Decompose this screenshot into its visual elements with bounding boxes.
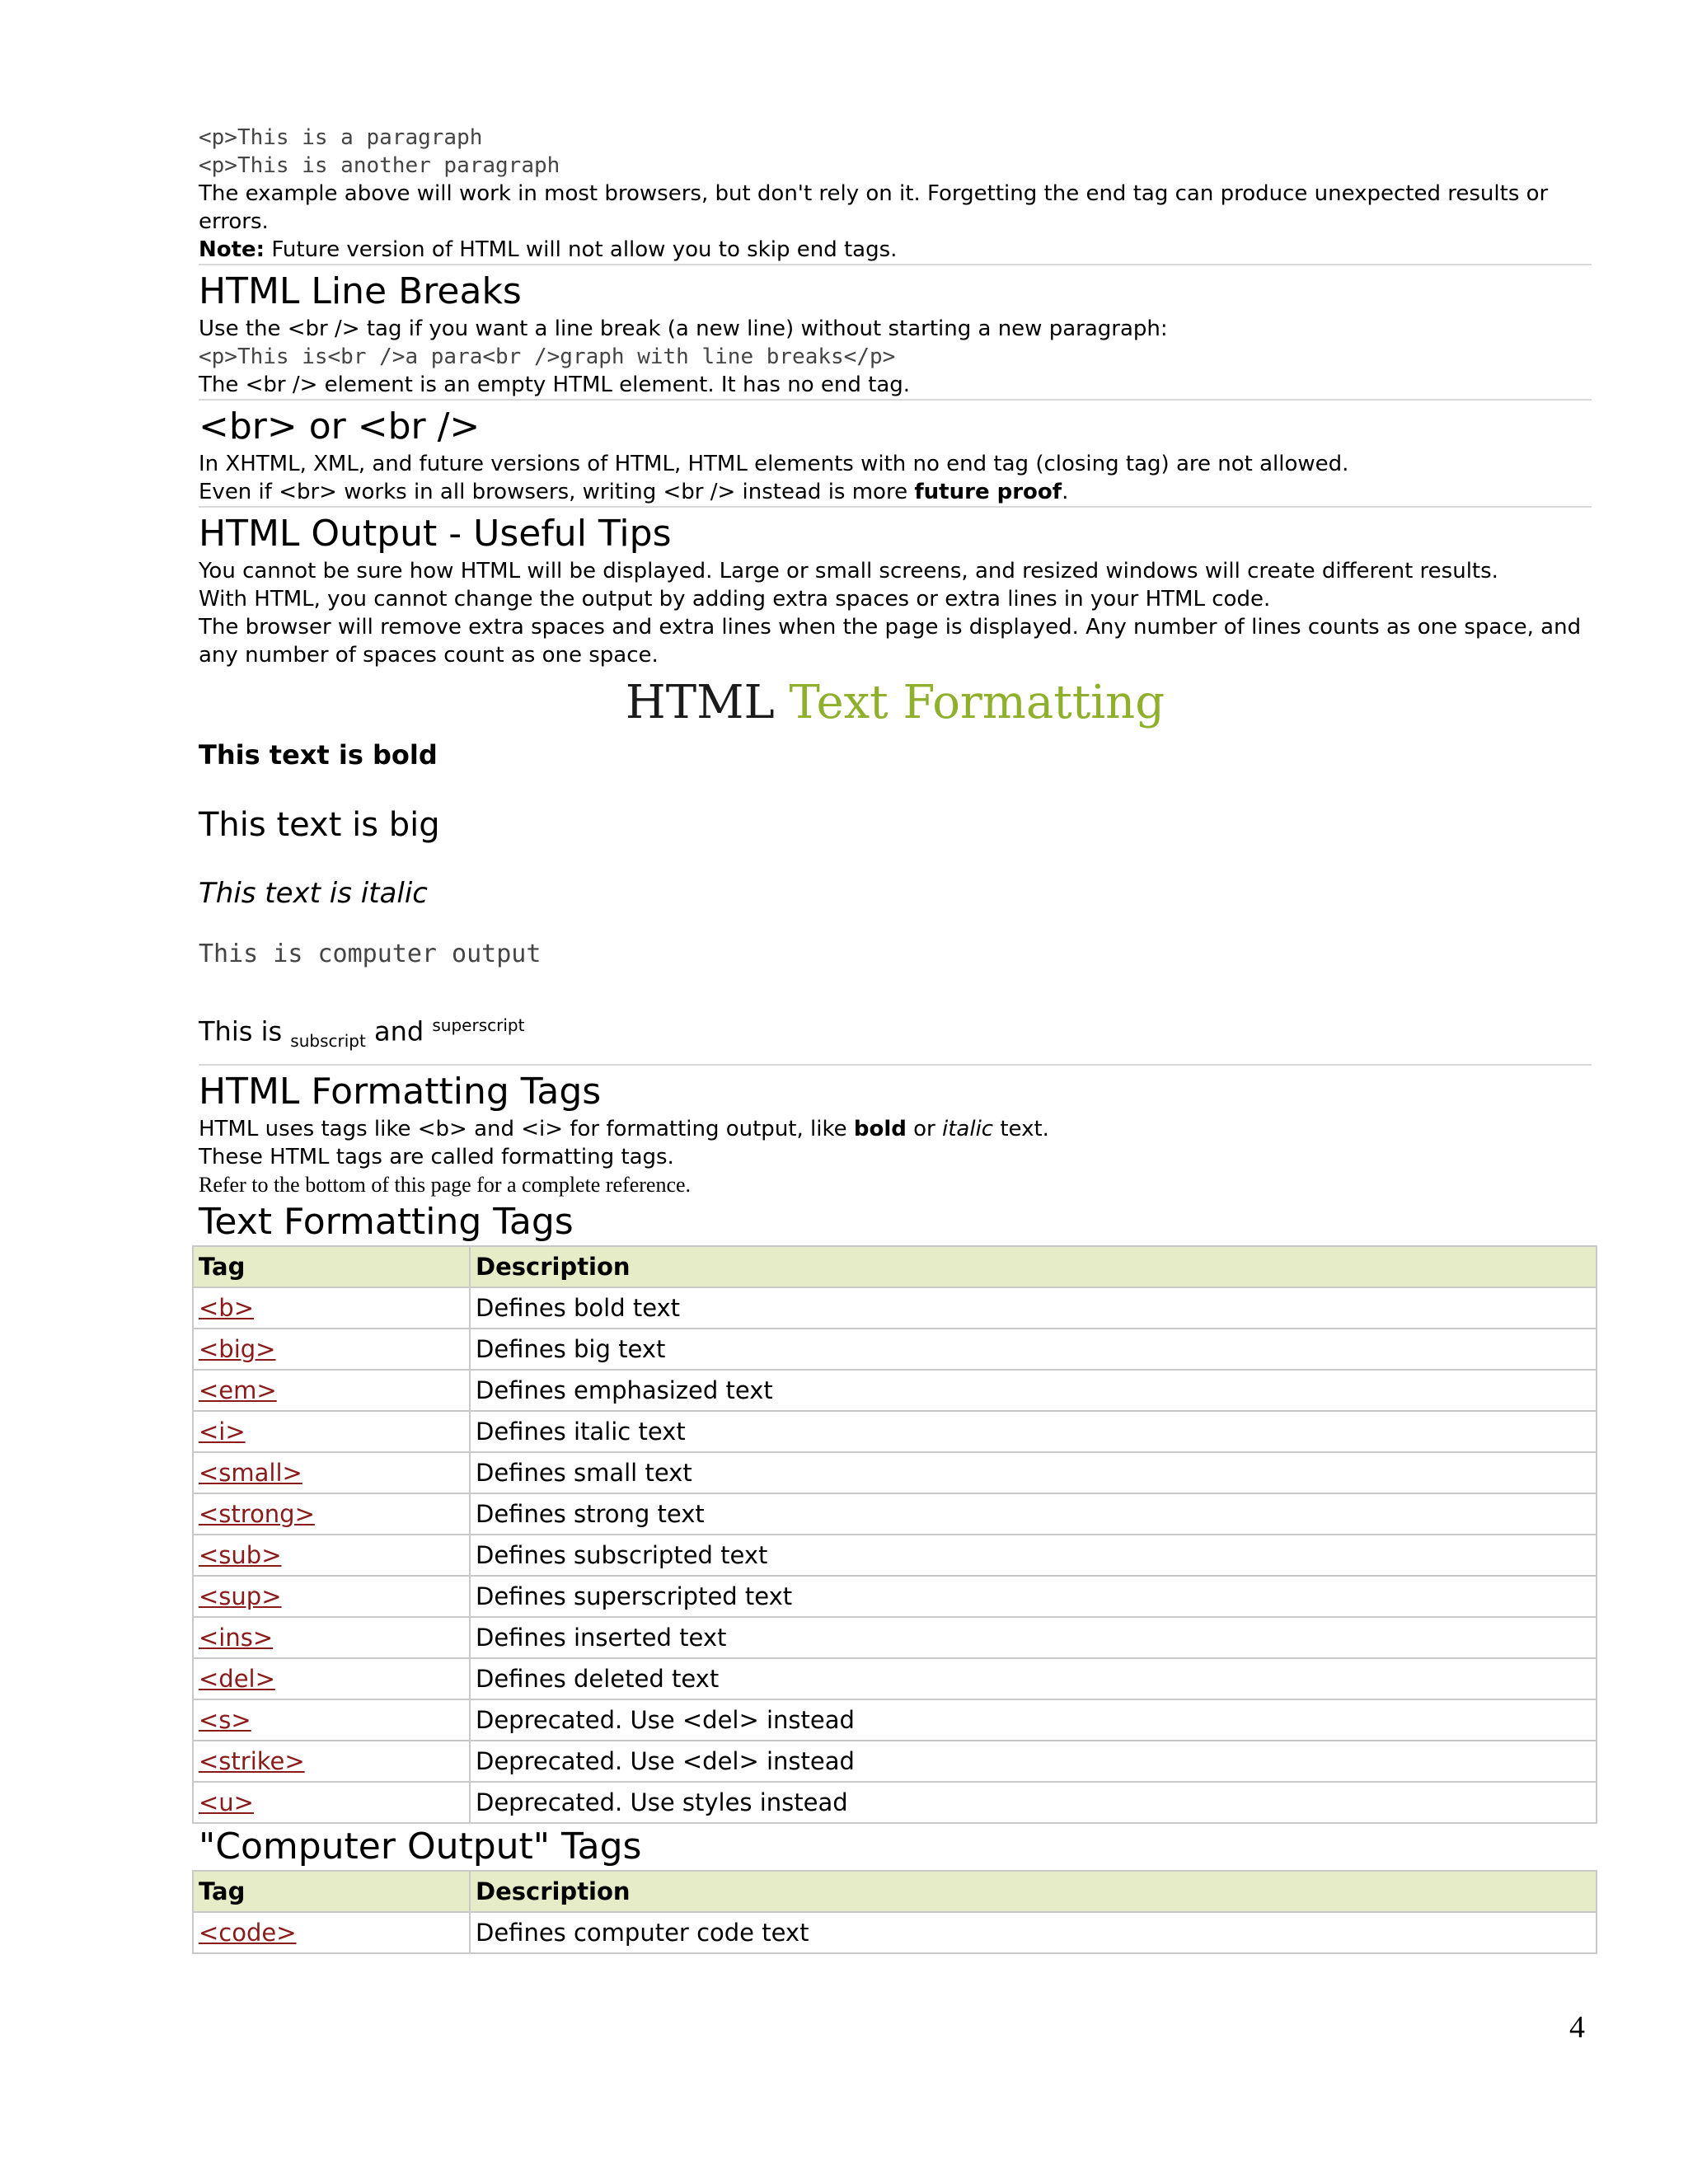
- tag-cell: [193, 1782, 470, 1823]
- table-row: [193, 1912, 1597, 1953]
- description-cell: Defines superscripted text: [470, 1576, 1597, 1617]
- demo-bold-text: This text is bold: [199, 739, 438, 771]
- tag-link[interactable]: <i>: [199, 1418, 246, 1446]
- title-part-accent: Text Formatting: [789, 676, 1165, 729]
- tag-link[interactable]: <sub>: [199, 1541, 282, 1570]
- tag-link[interactable]: <strike>: [199, 1747, 305, 1776]
- table-header-cell: Description: [470, 1871, 1597, 1912]
- note-paragraph: [199, 236, 1592, 264]
- tag-link[interactable]: <code>: [199, 1919, 297, 1947]
- table-row: [193, 1741, 1597, 1782]
- page-number: 4: [1569, 2010, 1585, 2045]
- description-cell: Defines strong text: [470, 1493, 1597, 1535]
- bold-span: future proof: [914, 480, 1062, 504]
- tag-link[interactable]: <s>: [199, 1706, 251, 1735]
- heading-text-formatting-tags: Text Formatting Tags: [199, 1201, 574, 1244]
- superscript: superscript: [432, 1015, 525, 1035]
- description-cell: Deprecated. Use styles instead: [470, 1782, 1597, 1823]
- table-row: [193, 1782, 1597, 1823]
- divider: [199, 399, 1592, 401]
- description-cell: Defines italic text: [470, 1411, 1597, 1452]
- demo-italic-text: This text is italic: [199, 877, 428, 910]
- italic-span: italic: [942, 1117, 994, 1142]
- heading-output-tips: HTML Output - Useful Tips: [199, 513, 672, 555]
- paragraph: These HTML tags are called formatting tags.: [199, 1145, 674, 1170]
- description-cell: Defines inserted text: [470, 1617, 1597, 1658]
- tag-link[interactable]: <sup>: [199, 1582, 282, 1611]
- tag-link[interactable]: <strong>: [199, 1500, 315, 1529]
- paragraph: [199, 478, 1592, 506]
- tag-cell: [193, 1370, 470, 1411]
- table-row: [193, 1617, 1597, 1658]
- title-part: HTML: [625, 676, 790, 729]
- tag-link[interactable]: <small>: [199, 1459, 302, 1488]
- bold-span: bold: [853, 1117, 907, 1142]
- description-cell: Defines emphasized text: [470, 1370, 1597, 1411]
- description-cell: Deprecated. Use <del> instead: [470, 1741, 1597, 1782]
- tag-cell: [193, 1576, 470, 1617]
- table-body: [193, 1287, 1597, 1823]
- tag-cell: [193, 1535, 470, 1576]
- tag-cell: [193, 1287, 470, 1329]
- description-cell: Defines small text: [470, 1452, 1597, 1493]
- paragraph: The <br /> element is an empty HTML element. It has no end tag.: [199, 373, 911, 397]
- description-cell: Defines deleted text: [470, 1658, 1597, 1699]
- tag-link[interactable]: <big>: [199, 1335, 276, 1364]
- table-header-cell: Tag: [193, 1871, 470, 1912]
- heading-line-breaks: HTML Line Breaks: [199, 270, 522, 312]
- table-row: [193, 1535, 1597, 1576]
- text-span: .: [1062, 480, 1069, 504]
- tag-cell: [193, 1658, 470, 1699]
- tag-link[interactable]: <u>: [199, 1788, 254, 1817]
- note-text: Future version of HTML will not allow you to skip end tags.: [265, 237, 898, 262]
- description-cell: Defines big text: [470, 1329, 1597, 1370]
- paragraph: Refer to the bottom of this page for a complete reference.: [199, 1173, 692, 1197]
- tag-link[interactable]: <ins>: [199, 1624, 274, 1652]
- description-cell: Deprecated. Use <del> instead: [470, 1699, 1597, 1741]
- tag-cell: [193, 1411, 470, 1452]
- note-label: Note:: [199, 237, 265, 262]
- divider: [199, 1064, 1592, 1066]
- tag-cell: [193, 1741, 470, 1782]
- table-row: [193, 1329, 1597, 1370]
- tag-cell: [193, 1329, 470, 1370]
- tag-link[interactable]: <em>: [199, 1376, 277, 1405]
- computer-output-table: [192, 1870, 1597, 1954]
- text-span: text.: [993, 1117, 1049, 1142]
- table-row: [193, 1452, 1597, 1493]
- text-span: This is: [199, 1015, 291, 1047]
- divider: [199, 264, 1592, 265]
- paragraph: The example above will work in most browsers, but don't rely on it. Forgetting the end tag can produce unexpected results or errors.: [199, 181, 1549, 234]
- heading-br: <br> or <br />: [199, 405, 481, 448]
- tag-cell: [193, 1617, 470, 1658]
- tag-cell: [193, 1452, 470, 1493]
- demo-code-text: This is computer output: [199, 940, 542, 968]
- subscript: subscript: [290, 1031, 366, 1052]
- paragraph: [199, 1115, 1592, 1143]
- demo-subsup-text: [199, 1007, 1592, 1059]
- tag-cell: [193, 1699, 470, 1741]
- table-header-row: [193, 1246, 1597, 1287]
- table-row: [193, 1699, 1597, 1741]
- paragraph: Use the <br /> tag if you want a line break (a new line) without starting a new paragraph:: [199, 316, 1168, 341]
- table-body: [193, 1912, 1597, 1953]
- divider: [199, 506, 1592, 508]
- text-span: or: [906, 1117, 942, 1142]
- tag-link[interactable]: <del>: [199, 1665, 275, 1694]
- table-row: [193, 1493, 1597, 1535]
- table-header-cell: Description: [470, 1246, 1597, 1287]
- tag-cell: [193, 1912, 470, 1953]
- section-title: [199, 674, 1592, 732]
- code-line: <p>This is another paragraph: [199, 153, 560, 178]
- table-row: [193, 1576, 1597, 1617]
- tag-link[interactable]: <b>: [199, 1294, 255, 1323]
- table-row: [193, 1287, 1597, 1329]
- document-page: [199, 124, 1592, 1954]
- table-row: [193, 1658, 1597, 1699]
- description-cell: Defines subscripted text: [470, 1535, 1597, 1576]
- text-span: and: [365, 1015, 433, 1047]
- paragraph: With HTML, you cannot change the output by adding extra spaces or extra lines in your HTML code.: [199, 587, 1271, 612]
- table-header-cell: Tag: [193, 1246, 470, 1287]
- code-line: <p>This is<br />a para<br />graph with line breaks</p>: [199, 344, 896, 369]
- heading-formatting-tags: HTML Formatting Tags: [199, 1071, 602, 1113]
- paragraph: You cannot be sure how HTML will be displayed. Large or small screens, and resized windows will create different results.: [199, 559, 1498, 583]
- paragraph: In XHTML, XML, and future versions of HTML, HTML elements with no end tag (closing tag) are not allowed.: [199, 452, 1349, 476]
- text-formatting-table: [192, 1245, 1597, 1824]
- description-cell: Defines computer code text: [470, 1912, 1597, 1953]
- text-span: Even if <br> works in all browsers, writing <br /> instead is more: [199, 480, 915, 504]
- table-row: [193, 1370, 1597, 1411]
- table-header-row: [193, 1871, 1597, 1912]
- demo-big-text: This text is big: [199, 806, 440, 844]
- text-span: HTML uses tags like <b> and <i> for formatting output, like: [199, 1117, 854, 1142]
- table-row: [193, 1411, 1597, 1452]
- description-cell: Defines bold text: [470, 1287, 1597, 1329]
- code-line: <p>This is a paragraph: [199, 125, 483, 150]
- heading-computer-output-tags: "Computer Output" Tags: [199, 1825, 642, 1868]
- tag-cell: [193, 1493, 470, 1535]
- paragraph: The browser will remove extra spaces and extra lines when the page is displayed. Any number of lines counts as one space, and any number of spaces count as one space.: [199, 615, 1582, 668]
